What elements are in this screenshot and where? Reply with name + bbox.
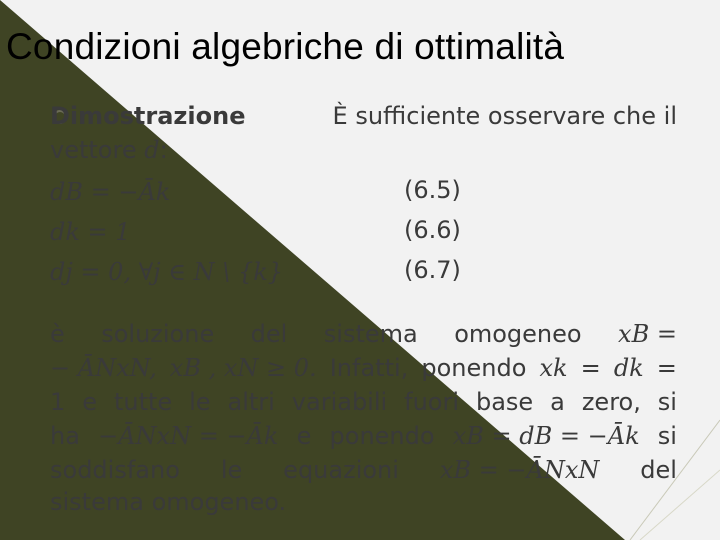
equation-number-6-6: (6.6) [404, 216, 461, 244]
para2-line-3: 1 e tutte le altri variabili fuori base a zero, si [50, 388, 677, 416]
para2-line-6: sistema omogeneo. [50, 488, 287, 516]
proof-line-2: vettore d: [50, 136, 168, 164]
proof-label: Dimostrazione [50, 102, 246, 130]
para2-line-2: − ĀNxN, xB , xN ≥ 0. Infatti, ponendo xk = dk = [50, 354, 677, 382]
para2-line-5: soddisfano le equazioni xB = −ĀNxN del [50, 456, 677, 484]
para2-line-4: ha −ĀNxN = −Āk e ponendo xB = dB = −Āk si [50, 422, 677, 450]
proof-line-1-text: È sufficiente osservare che il [332, 102, 677, 130]
para2-line-1: è soluzione del sistema omogeneo xB = [50, 320, 677, 348]
equation-number-6-7: (6.7) [404, 256, 461, 284]
proof-line-1 [50, 100, 677, 132]
equation-6-6: dk = 1 [50, 218, 131, 246]
equation-6-7: dj = 0, ∀j ∈ N \ {k} [50, 258, 284, 286]
equation-6-5: dB = −Āk [50, 178, 171, 206]
equation-number-6-5: (6.5) [404, 176, 461, 204]
page-title: Condizioni algebriche di ottimalità [6, 26, 565, 67]
